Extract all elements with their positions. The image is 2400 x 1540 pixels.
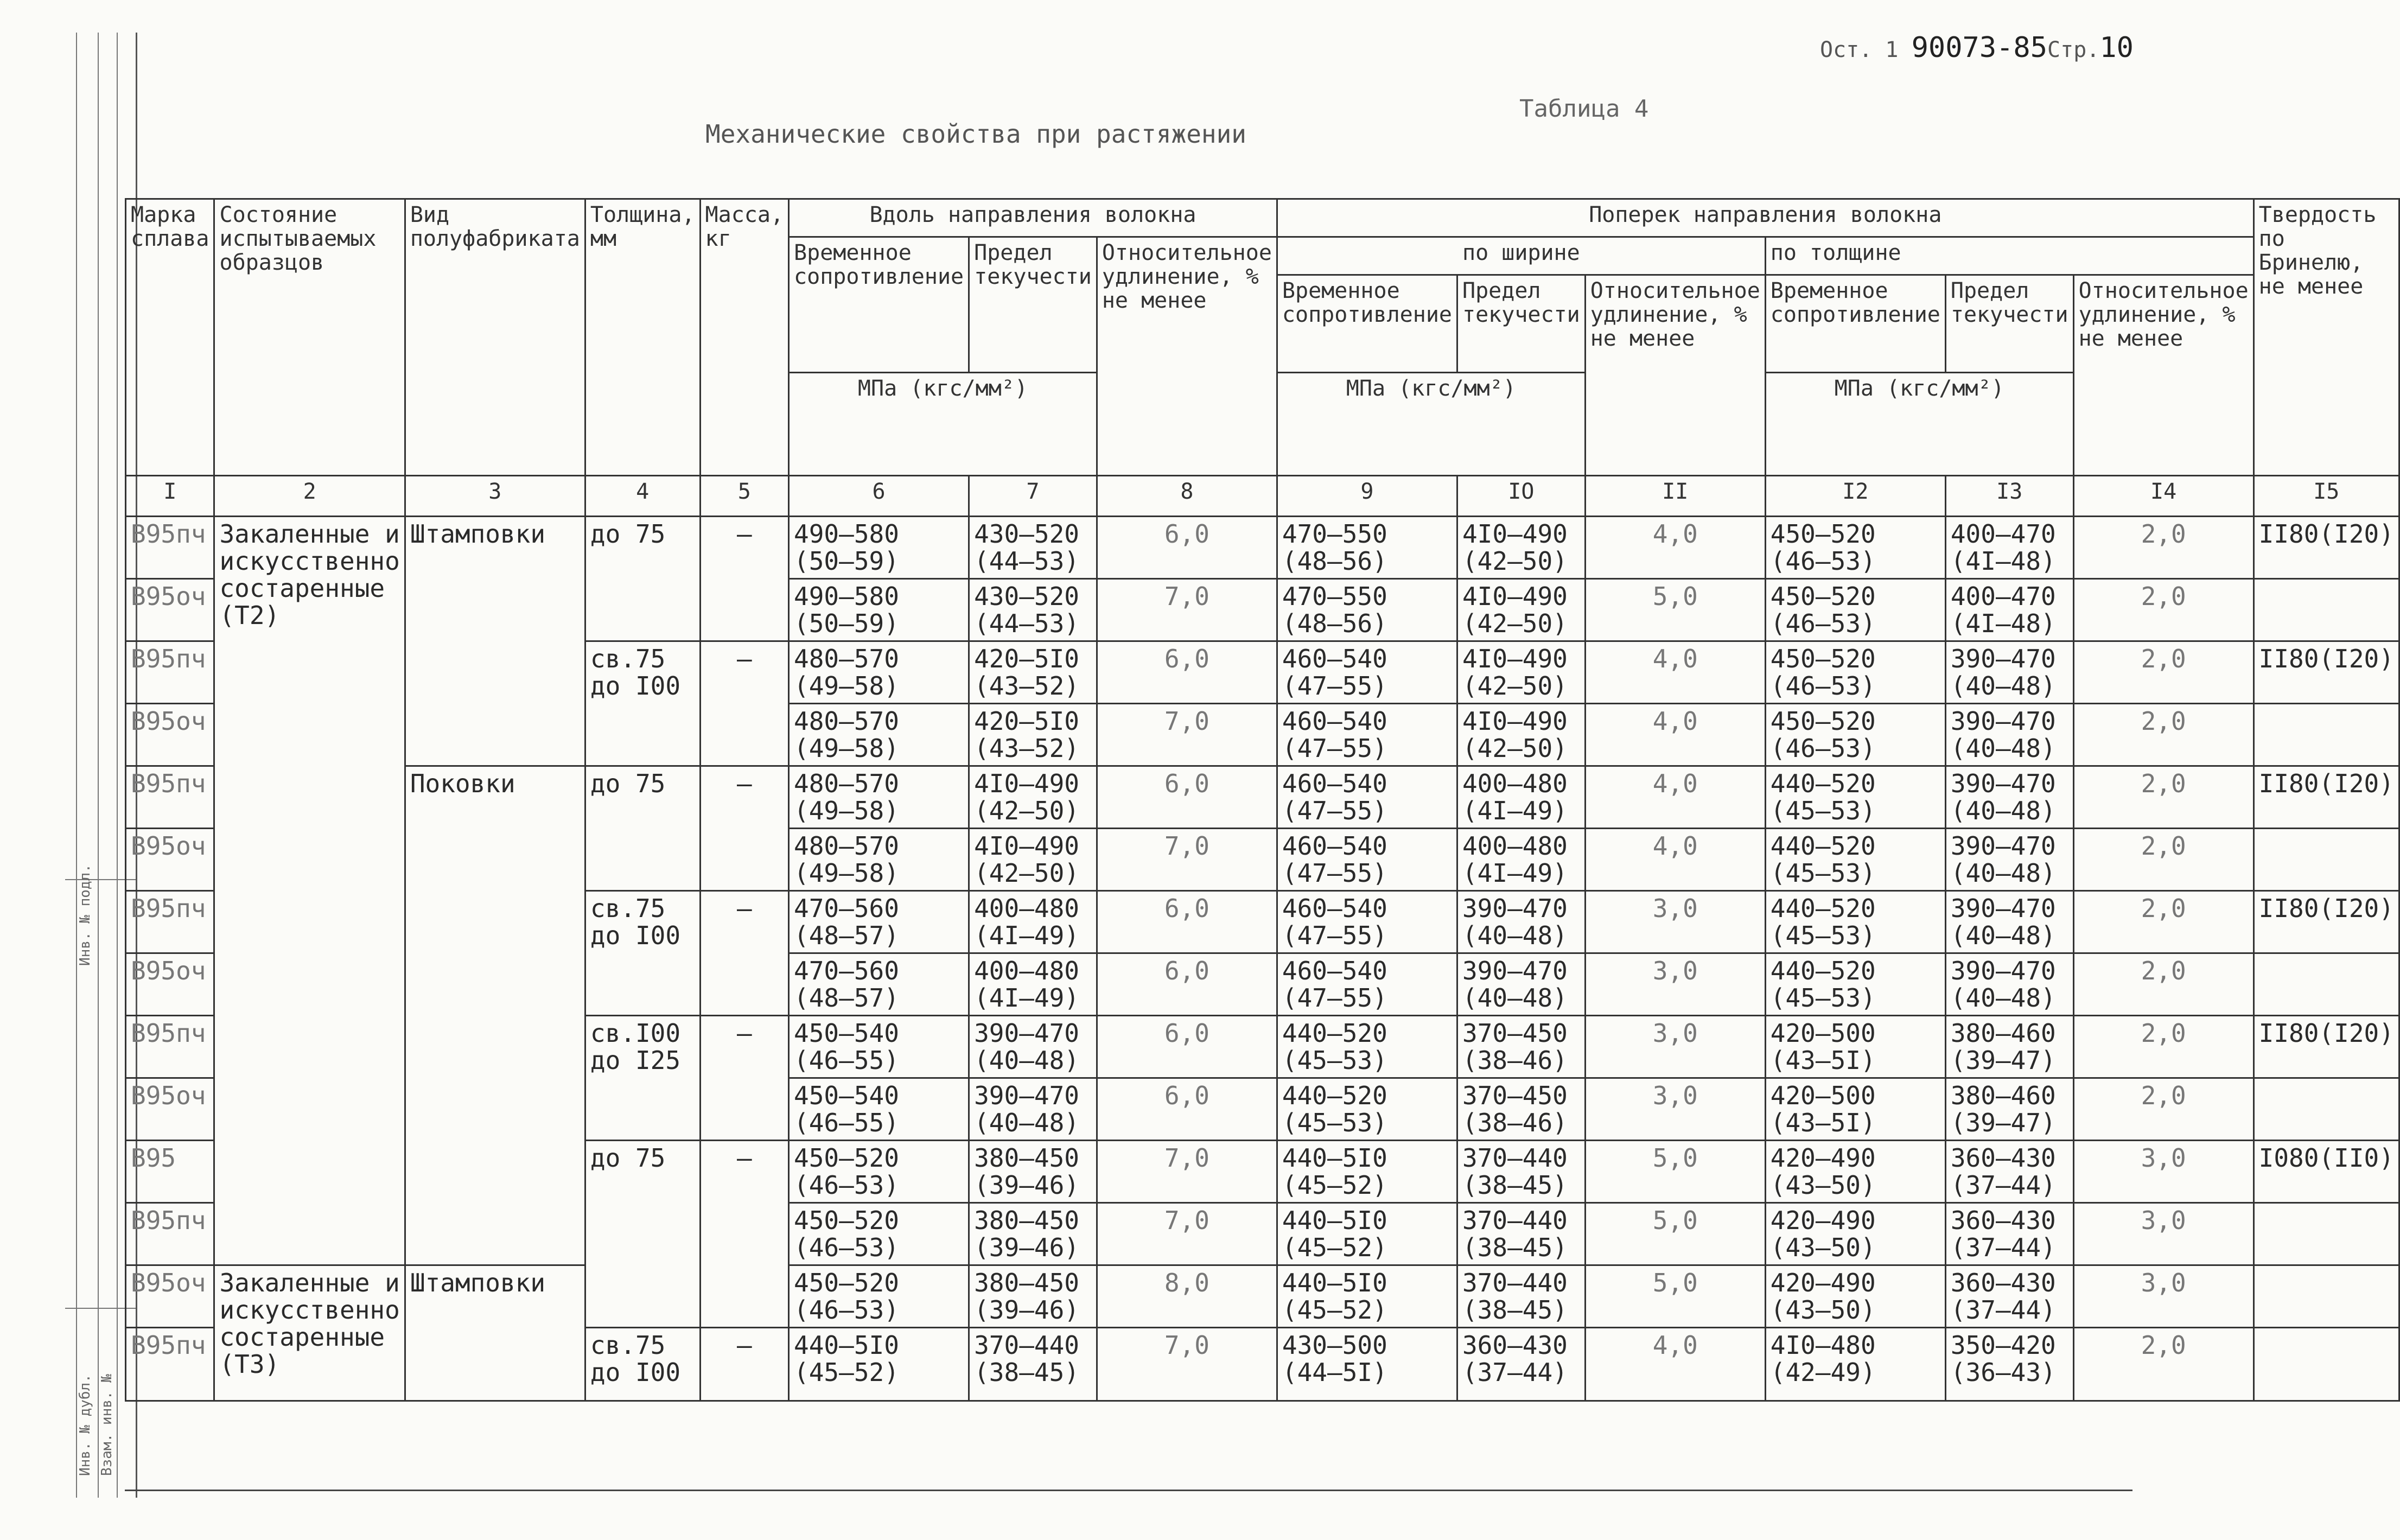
header-tensile-along: Временное сопротивление [789,237,969,373]
condition-cell: Закаленные и искусственно состаренные (Т2) [214,517,405,1265]
value-cell: 360–430 (37–44) [1945,1265,2073,1328]
value-cell: 440–520 (45–53) [1765,891,1945,953]
value-cell: 380–450 (39–46) [969,1203,1097,1265]
value-cell: 420–5I0 (43–52) [969,704,1097,766]
header-condition: Состояние испытываемых образцов [214,199,405,476]
value-cell: 490–580 (50–59) [789,579,969,641]
value-cell: 450–540 (46–55) [789,1016,969,1078]
value-cell: 440–520 (45–53) [1277,1078,1457,1141]
header-product: Вид полуфабриката [405,199,585,476]
alloy-cell: В95пч [126,766,214,829]
value-cell: 480–570 (49–58) [789,704,969,766]
value-cell: 440–5I0 (45–52) [1277,1265,1457,1328]
value-cell: 5,0 [1585,1141,1765,1203]
alloy-cell: В95оч [126,829,214,891]
value-cell: I080(II0) [2253,1141,2399,1203]
thickness-cell: св.75 до I00 [585,1328,700,1401]
alloy-cell: В95 [126,1141,214,1203]
value-cell: II80(I20) [2253,1016,2399,1078]
alloy-cell: В95оч [126,579,214,641]
value-cell: 5,0 [1585,1203,1765,1265]
value-cell: 4,0 [1585,1328,1765,1401]
mass-cell: – [700,641,789,766]
value-cell: 390–470 (40–48) [1945,766,2073,829]
value-cell: 390–470 (40–48) [1945,641,2073,704]
value-cell: 400–480 (4I–49) [1457,766,1585,829]
value-cell: 3,0 [1585,1016,1765,1078]
value-cell: 470–560 (48–57) [789,891,969,953]
column-number: I3 [1945,476,2073,517]
value-cell: 4I0–490 (42–50) [1457,704,1585,766]
value-cell: 7,0 [1097,1328,1277,1401]
frame-line [125,1490,2132,1491]
header-thickness: Толщина, мм [585,199,700,476]
value-cell: 2,0 [2073,953,2253,1016]
properties-table [125,198,2400,1402]
alloy-cell: В95пч [126,641,214,704]
value-cell: 6,0 [1097,953,1277,1016]
value-cell: 2,0 [2073,641,2253,704]
value-cell: 450–520 (46–53) [789,1203,969,1265]
value-cell: 390–470 (40–48) [969,1016,1097,1078]
value-cell: 420–500 (43–5I) [1765,1016,1945,1078]
value-cell: 450–520 (46–53) [789,1265,969,1328]
table-row [126,766,2399,829]
column-number: I2 [1765,476,1945,517]
value-cell: 6,0 [1097,517,1277,579]
document-code [1820,31,2134,64]
value-cell: 440–5I0 (45–52) [1277,1141,1457,1203]
header-by-thickness: по толщине [1765,237,2253,275]
value-cell: 460–540 (47–55) [1277,891,1457,953]
value-cell: 7,0 [1097,829,1277,891]
header-yield-along: Предел текучести [969,237,1097,373]
value-cell: II80(I20) [2253,641,2399,704]
value-cell: 450–520 (46–53) [1765,579,1945,641]
value-cell: 460–540 (47–55) [1277,704,1457,766]
value-cell: 360–430 (37–44) [1457,1328,1585,1401]
mass-cell: – [700,517,789,641]
header-across: Поперек направления волокна [1277,199,2253,237]
value-cell: 370–440 (38–45) [1457,1203,1585,1265]
value-cell: 450–520 (46–53) [1765,641,1945,704]
header-alloy: Марка сплава [126,199,214,476]
value-cell [2253,829,2399,891]
thickness-cell: св.I00 до I25 [585,1016,700,1141]
value-cell: 2,0 [2073,1016,2253,1078]
value-cell: 360–430 (37–44) [1945,1141,2073,1203]
value-cell: 450–540 (46–55) [789,1078,969,1141]
mass-cell: – [700,1328,789,1401]
value-cell: 460–540 (47–55) [1277,766,1457,829]
value-cell: 2,0 [2073,704,2253,766]
value-cell: 440–520 (45–53) [1277,1016,1457,1078]
value-cell: 400–480 (4I–49) [969,891,1097,953]
value-cell: 4I0–480 (42–49) [1765,1328,1945,1401]
value-cell: 390–470 (40–48) [1457,953,1585,1016]
column-number: I5 [2253,476,2399,517]
header-tensile-thickness: Временное сопротивление [1765,275,1945,373]
value-cell: 5,0 [1585,1265,1765,1328]
alloy-cell: В95оч [126,1078,214,1141]
value-cell: 450–520 (46–53) [1765,704,1945,766]
value-cell: 370–440 (38–45) [1457,1265,1585,1328]
value-cell [2253,953,2399,1016]
mass-cell: – [700,766,789,891]
value-cell: 380–450 (39–46) [969,1141,1097,1203]
header-hardness: Твердость по Бринелю, не менее [2253,199,2399,476]
page-number: 10 [2099,31,2134,64]
column-number: 7 [969,476,1097,517]
thickness-cell: до 75 [585,1141,700,1328]
condition-cell: Закаленные и искусственно состаренные (Т3) [214,1265,405,1401]
column-number: IO [1457,476,1585,517]
alloy-cell: В95пч [126,1328,214,1401]
value-cell: 400–470 (4I–48) [1945,579,2073,641]
value-cell: 370–440 (38–45) [969,1328,1097,1401]
mass-cell: – [700,891,789,1016]
value-cell: 8,0 [1097,1265,1277,1328]
value-cell: 390–470 (40–48) [1945,953,2073,1016]
value-cell: 390–470 (40–48) [1945,704,2073,766]
value-cell: 450–520 (46–53) [1765,517,1945,579]
value-cell: 400–470 (4I–48) [1945,517,2073,579]
value-cell: 390–470 (40–48) [1457,891,1585,953]
value-cell: 390–470 (40–48) [969,1078,1097,1141]
value-cell: 4I0–490 (42–50) [1457,517,1585,579]
value-cell: 4,0 [1585,829,1765,891]
value-cell: 460–540 (47–55) [1277,641,1457,704]
value-cell: 3,0 [2073,1265,2253,1328]
value-cell: 6,0 [1097,766,1277,829]
mass-cell: – [700,1016,789,1141]
product-cell: Штамповки [405,517,585,766]
value-cell: 430–500 (44–5I) [1277,1328,1457,1401]
header-elongation-along: Относительное удлинение, % не менее [1097,237,1277,476]
header-tensile-width: Временное сопротивление [1277,275,1457,373]
alloy-cell: В95пч [126,1016,214,1078]
value-cell: 450–520 (46–53) [789,1141,969,1203]
value-cell: 7,0 [1097,1203,1277,1265]
value-cell: 4I0–490 (42–50) [969,766,1097,829]
value-cell: 460–540 (47–55) [1277,829,1457,891]
thickness-cell: до 75 [585,766,700,891]
value-cell [2253,1328,2399,1401]
value-cell: 470–550 (48–56) [1277,517,1457,579]
value-cell: II80(I20) [2253,517,2399,579]
header-units-thickness: МПа (кгс/мм²) [1765,373,2073,476]
value-cell: 480–570 (49–58) [789,641,969,704]
thickness-cell: св.75 до I00 [585,641,700,766]
value-cell: 3,0 [2073,1203,2253,1265]
value-cell: 380–450 (39–46) [969,1265,1097,1328]
value-cell: 420–490 (43–50) [1765,1141,1945,1203]
value-cell: 420–490 (43–50) [1765,1265,1945,1328]
value-cell: 2,0 [2073,829,2253,891]
header-by-width: по ширине [1277,237,1765,275]
alloy-cell: В95пч [126,891,214,953]
alloy-cell: В95оч [126,1265,214,1328]
value-cell: 4I0–490 (42–50) [1457,641,1585,704]
column-number: 3 [405,476,585,517]
table-row [126,517,2399,579]
header-yield-thickness: Предел текучести [1945,275,2073,373]
value-cell: 7,0 [1097,1141,1277,1203]
value-cell: 2,0 [2073,891,2253,953]
alloy-cell: В95оч [126,953,214,1016]
alloy-cell: В95оч [126,704,214,766]
header-along: Вдоль направления волокна [789,199,1277,237]
alloy-cell: В95пч [126,517,214,579]
value-cell [2253,1265,2399,1328]
value-cell [2253,579,2399,641]
value-cell: 480–570 (49–58) [789,766,969,829]
table-label: Таблица 4 [1519,95,1649,123]
column-number: 2 [214,476,405,517]
product-cell: Штамповки [405,1265,585,1401]
value-cell: 490–580 (50–59) [789,517,969,579]
thickness-cell: до 75 [585,517,700,641]
column-number: 9 [1277,476,1457,517]
value-cell: 350–420 (36–43) [1945,1328,2073,1401]
value-cell: 470–560 (48–57) [789,953,969,1016]
value-cell: 460–540 (47–55) [1277,953,1457,1016]
value-cell [2253,1078,2399,1141]
value-cell: 420–490 (43–50) [1765,1203,1945,1265]
value-cell: II80(I20) [2253,891,2399,953]
doc-prefix: Ост. 1 [1820,37,1912,62]
column-number: 8 [1097,476,1277,517]
value-cell [2253,704,2399,766]
value-cell: 6,0 [1097,1078,1277,1141]
value-cell: 2,0 [2073,1078,2253,1141]
side-label: Инв. № подл. [77,864,93,966]
value-cell: 3,0 [1585,953,1765,1016]
column-number: 6 [789,476,969,517]
value-cell: 370–440 (38–45) [1457,1141,1585,1203]
side-label: Инв. № дубл. [77,1374,93,1476]
value-cell: 380–460 (39–47) [1945,1078,2073,1141]
value-cell: 440–520 (45–53) [1765,766,1945,829]
value-cell: 420–500 (43–5I) [1765,1078,1945,1141]
doc-number: 90073-85 [1911,31,2048,64]
value-cell: 370–450 (38–46) [1457,1016,1585,1078]
value-cell: 7,0 [1097,704,1277,766]
value-cell: 3,0 [1585,891,1765,953]
side-label: Взам. инв. № [99,1374,115,1476]
value-cell: 5,0 [1585,579,1765,641]
value-cell: 2,0 [2073,1328,2253,1401]
alloy-cell: В95пч [126,1203,214,1265]
value-cell: 360–430 (37–44) [1945,1203,2073,1265]
value-cell: 4,0 [1585,766,1765,829]
value-cell [2253,1203,2399,1265]
header-mass: Масса, кг [700,199,789,476]
product-cell: Поковки [405,766,585,1265]
value-cell: 6,0 [1097,1016,1277,1078]
header-units-along: МПа (кгс/мм²) [789,373,1097,476]
thickness-cell: св.75 до I00 [585,891,700,1016]
value-cell: 440–5I0 (45–52) [789,1328,969,1401]
value-cell: 4I0–490 (42–50) [969,829,1097,891]
value-cell: 2,0 [2073,766,2253,829]
column-number: II [1585,476,1765,517]
value-cell: 6,0 [1097,891,1277,953]
table-row [126,1265,2399,1328]
column-number: 5 [700,476,789,517]
value-cell: 380–460 (39–47) [1945,1016,2073,1078]
mass-cell: – [700,1141,789,1328]
header-elongation-width: Относительное удлинение, % не менее [1585,275,1765,476]
value-cell: 4,0 [1585,704,1765,766]
value-cell: 2,0 [2073,579,2253,641]
value-cell: 440–520 (45–53) [1765,953,1945,1016]
value-cell: 440–5I0 (45–52) [1277,1203,1457,1265]
value-cell: 430–520 (44–53) [969,579,1097,641]
header-units-width: МПа (кгс/мм²) [1277,373,1585,476]
value-cell: 4I0–490 (42–50) [1457,579,1585,641]
page-title: Механические свойства при растяжении [705,119,1246,149]
value-cell: 4,0 [1585,641,1765,704]
value-cell: 2,0 [2073,517,2253,579]
column-number: I [126,476,214,517]
value-cell: 6,0 [1097,641,1277,704]
value-cell: 400–480 (4I–49) [1457,829,1585,891]
column-number: I4 [2073,476,2253,517]
value-cell: 4,0 [1585,517,1765,579]
column-number: 4 [585,476,700,517]
value-cell: 3,0 [1585,1078,1765,1141]
value-cell: 480–570 (49–58) [789,829,969,891]
value-cell: II80(I20) [2253,766,2399,829]
value-cell: 390–470 (40–48) [1945,829,2073,891]
header-yield-width: Предел текучести [1457,275,1585,373]
value-cell: 3,0 [2073,1141,2253,1203]
value-cell: 370–450 (38–46) [1457,1078,1585,1141]
value-cell: 400–480 (4I–49) [969,953,1097,1016]
value-cell: 470–550 (48–56) [1277,579,1457,641]
header-elongation-thickness: Относительное удлинение, % не менее [2073,275,2253,476]
value-cell: 430–520 (44–53) [969,517,1097,579]
value-cell: 420–5I0 (43–52) [969,641,1097,704]
value-cell: 390–470 (40–48) [1945,891,2073,953]
value-cell: 440–520 (45–53) [1765,829,1945,891]
page-label: Стр. [2047,37,2100,62]
value-cell: 7,0 [1097,579,1277,641]
